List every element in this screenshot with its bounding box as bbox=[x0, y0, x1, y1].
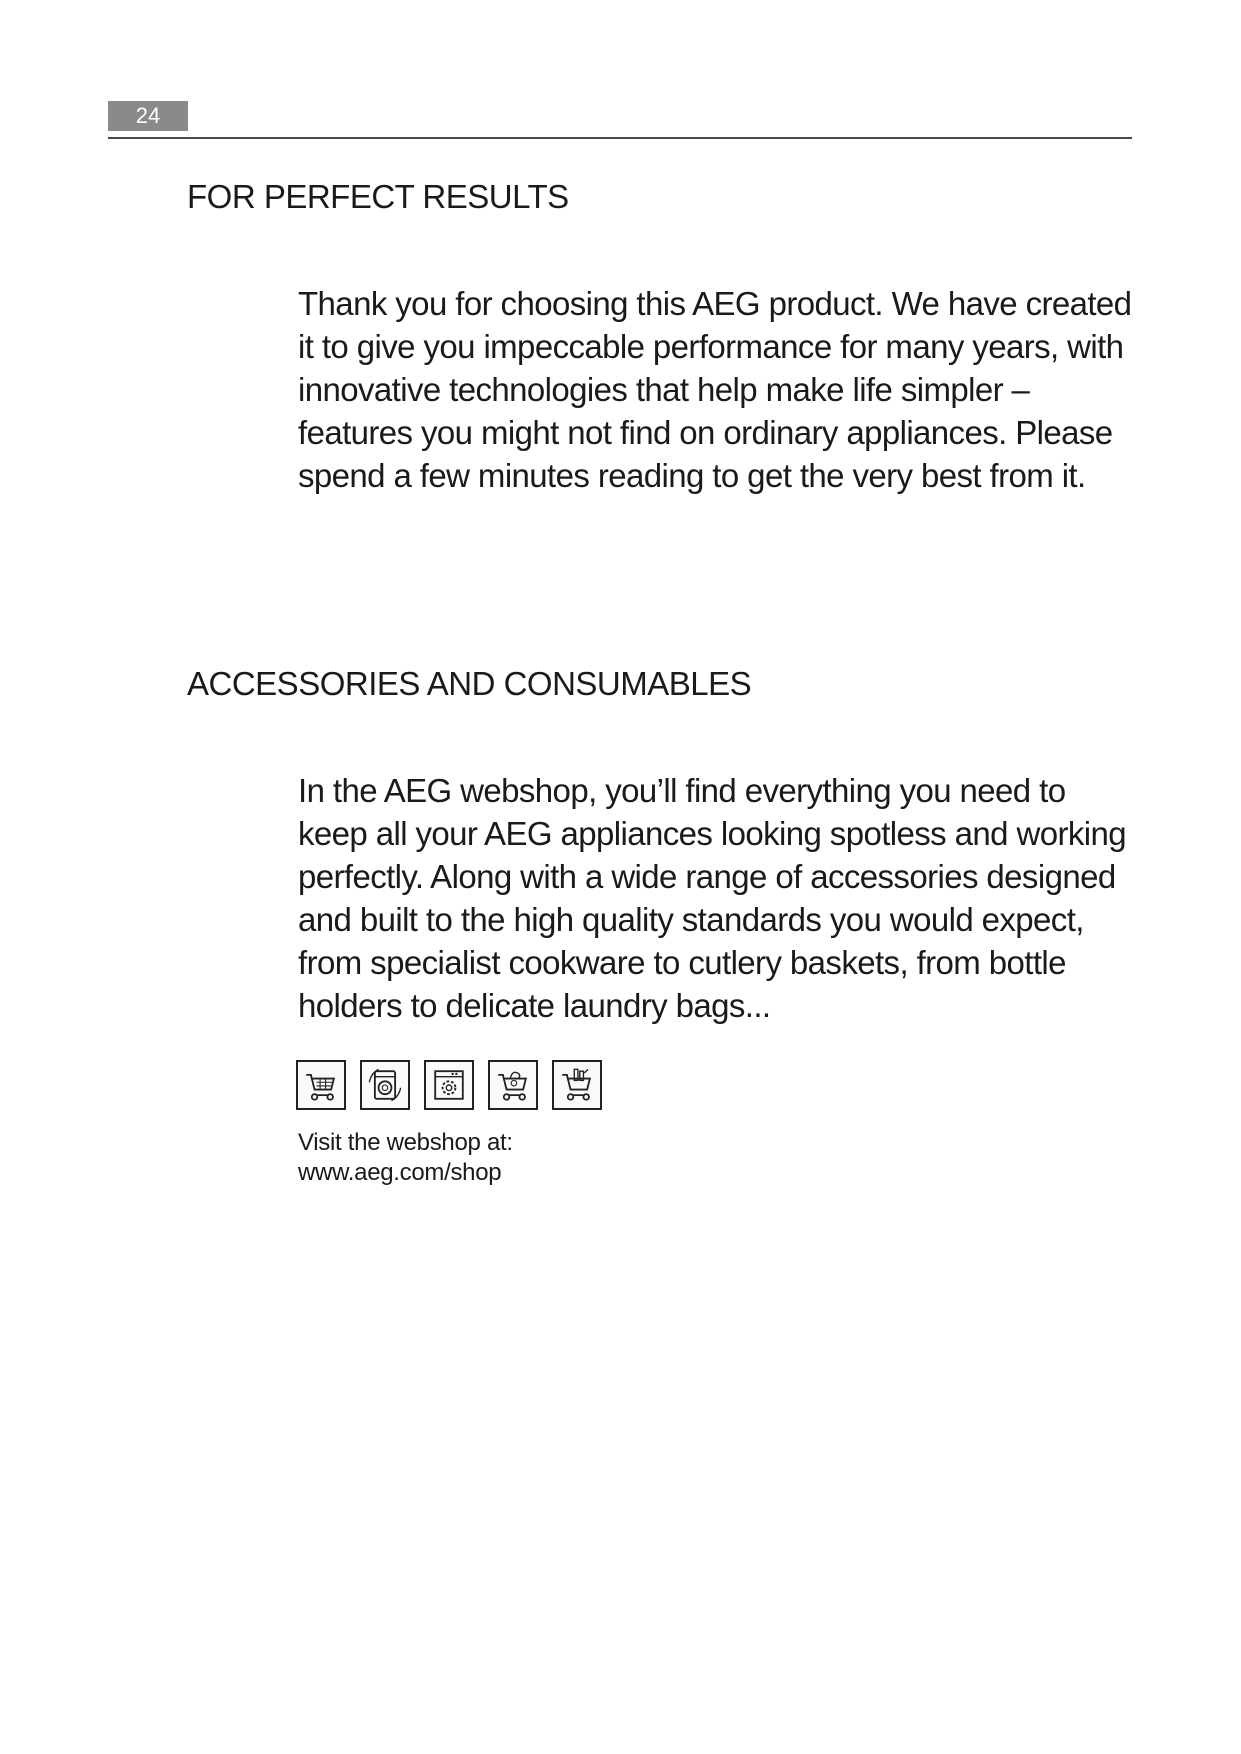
section-heading-perfect-results: FOR PERFECT RESULTS bbox=[187, 178, 569, 215]
webshop-url-link[interactable]: www.aeg.com/shop bbox=[298, 1159, 502, 1186]
dishwasher-icon bbox=[424, 1060, 474, 1110]
header-divider bbox=[108, 137, 1132, 139]
intro-paragraph: Thank you for choosing this AEG product. We have created it to give you impeccable performance for many years, with innovative technologies that help make life simpler – features you might not find on ordinary appliances. Please spend a few minutes reading to get the very best from it. bbox=[298, 285, 1132, 494]
accessories-paragraph: In the AEG webshop, you’ll find everything you need to keep all your AEG appliances looking spotless and working perfectly. Along with a wide range of accessories designed and built to the high quality standards you would expect, from specialist cookware to cutlery baskets, from bottle holders to delicate laundry bags... bbox=[298, 772, 1126, 1024]
cart-with-items-icon bbox=[488, 1060, 538, 1110]
webshop-visit-label: Visit the webshop at: bbox=[298, 1129, 513, 1156]
washing-machine-icon bbox=[360, 1060, 410, 1110]
webshop-info bbox=[298, 1128, 513, 1188]
shopping-cart-icon bbox=[296, 1060, 346, 1110]
cart-with-bottles-icon bbox=[552, 1060, 602, 1110]
webshop-icon-row bbox=[296, 1060, 602, 1110]
page-number: 24 bbox=[108, 101, 188, 131]
section-heading-accessories: ACCESSORIES AND CONSUMABLES bbox=[187, 665, 752, 702]
